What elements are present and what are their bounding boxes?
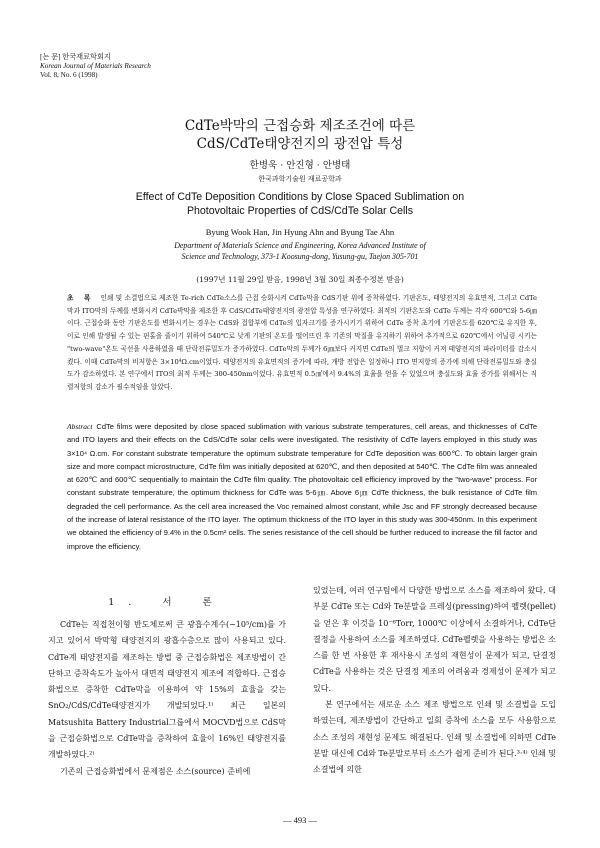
korean-title-line-1: CdTe박막의 근접승화 제조조건에 따른 [184,118,416,134]
english-title [0,190,600,218]
korean-abstract-text: 인쇄 및 소결법으로 제조한 Te-rich CdTe소스를 근접 승화시켜 CdTe막을 CdS기판 위에 증착하였다. 기판온도, 태양전지의 유효면적, 그리고 CdTe막과 ITO막의 두께를 변화시켜 CdTe박막을 제조한 후 CdS/CdTe태양전지의 광전압 특성을 연구하였다. 최적의 기판온도와 CdTe 두께는 각각 600℃와 5-6㎛이다. 근접승화 동안 기판온도를 변화시키는 경우는 CdS와 접합부에 CdTe의 입자크기를 증가시키기 위하여 CdTe 증착 초기에 기판온도를 620℃로 유지한 후, 이로 인해 발생될 수 있는 핀홀을 줄이기 위하여 540℃로 낮게 기판의 온도를 떨어뜨린 후 기존의 막질을 유지하기 위하여 추가적으로 620℃에서 어닐링 시키는 "two-wave"온도 곡선을 사용하였을 때 단락전류밀도가 증가하였다. CdTe막의 두께가 6㎛보다 커지면 CdTe의 벌크 저항이 커져 태양전지의 파라미터를 감소시켰다. 이때 CdTe막의 비저항은 3×10⁴Ω.cm이었다. 태양전지의 유효면적의 증가에 따라, 개방 전압은 일정하나 ITO 면저항의 증가에 의해 단락전류밀도와 충실도가 감소하였다. 본 연구에서 ITO의 최적 두께는 300-450nm이었다. 유효면적 0.5㎠에서 9.4%의 효율을 얻을 수 있었으며 충실도와 효율 증가를 위해서는 직렬저항의 감소가 필수적임을 알았다. [67,294,537,391]
section-heading-introduction: 1. 서 론 [108,597,226,608]
english-title-line-2: Photovoltaic Properties of CdS/CdTe Solar Cells [186,205,414,217]
journal-header-line-2: Korean Journal of Materials Research [40,62,151,70]
body-paragraph-2: 기존의 근접승화법에서 문제점은 소스(source) 준비에 [60,766,251,776]
korean-abstract [67,292,537,394]
journal-header-line-1: [논 문] 한국재료학회지 [40,53,111,61]
korean-abstract-label: 초 록 [67,294,95,302]
english-affiliation-line-2: Science and Technology, 373-1 Koosung-dong, Yusung-gu, Taejon 305-701 [181,252,419,261]
english-abstract-text: CdTe films were deposited by close spaced sublimation with various substrate temperatures, cell areas, and thicknesses of CdTe and ITO layers and their effects on the CdS/CdTe solar cells were investigated. The resistivity of CdTe layers employed in this study was 3×10⁴ Ω.cm. For constant substrate temperature the optimum substrate temperature for CdTe deposition was 600℃. To obtain larger grain size and more compact microstructure, CdTe film was initially deposited at 620℃, and then deposited at 540℃. The CdTe film was annealed at 620℃ and 600℃ sequentially to maintain the CdTe film quality. The photovoltaic cell efficiency improved by the "two-wave" process. For constant substrate temperature, the optimum thickness for CdTe was 5-6㎛. Above 6㎛ CdTe thickness, the bulk resistance of CdTe film degraded the cell performance. As the cell area increased the Voc remained almost constant, while Jsc and FF strongly decreased because of the increase of lateral resistance of the ITO layer. The optimum thickness of the ITO layer in this study was 300-450nm. In this experiment we obtained the efficiency of 9.4% in the 0.5cm² cells. The series resistance of the cell should be further reduced to increase the fill factor and improve the efficiency. [67,422,537,551]
korean-affiliation: 한국과학기술원 재료공학과 [258,175,342,183]
body-paragraph-1: CdTe는 직접천이형 반도체로써 큰 광흡수계수(~10⁵/cm)를 가지고 있어서 박막형 태양전지의 광흡수층으로 많이 사용되고 있다. CdTe계 태양전지를 제조하는 방법 중 근접승화법은 제조방법이 간단하고 증착속도가 높아서 대면적 태양전지 제조에 적합하다. 근접승화법으로 증착한 CdTe막을 이용하여 약 15%의 효율을 갖는 SnO₂/CdS/CdTe태양전지가 개발되었다.¹⁾ 최근 일본의 Matsushita Battery Industrial그룹에서 MOCVD법으로 CdS막을 근접승화법으로 CdTe막을 증착하여 효율이 16%인 태양전지를 개발하였다.²⁾ [48,620,286,760]
english-authors: Byung Wook Han, Jin Hyung Ahn and Byung Tae Ahn [205,227,395,237]
body-paragraph-2-continued: 있었는데, 여러 연구팀에서 다양한 방법으로 소스를 제조하여 왔다. 대부분 CdTe 또는 Cd와 Te분말을 프레싱(pressing)하여 펠렛(pellet)을 얻은 후 이것을 10⁻⁶Torr, 1000℃ 이상에서 소결하거나, CdTe단결정을 사용하여 소스를 제조하였다. CdTe펠렛을 사용하는 방법은 소스를 한 번 사용한 후 재사용시 조성의 재현성이 문제가 되고, 단결정 CdTe을 사용하는 것은 단결정 제조의 어려움과 경제성이 문제가 되고 있다. [313,586,556,693]
page-number: — 493 — [283,815,317,825]
korean-title [0,117,600,153]
english-title-line-1: Effect of CdTe Deposition Conditions by Close Spaced Sublimation on [135,191,465,203]
body-column-right [313,583,556,779]
journal-header-line-3: Vol. 8, No. 6 (1998) [40,71,98,79]
korean-authors: 한병욱 · 안진형 · 안병태 [249,160,351,171]
english-abstract [67,420,537,553]
body-paragraph-3: 본 연구에서는 새로운 소스 제조 방법으로 인쇄 및 소결법을 도입하였는데, 제조방법이 간단하고 일회 증착에 소스를 모두 사용함으로 소스 조성의 재현성 문제도 해결된다. 인쇄 및 소결법에 의하면 CdTe분말 대신에 Cd와 Te분말로부터 소스가 쉽게 준비가 된다.³·⁴⁾ 인쇄 및 소결법에 의한 [313,700,556,775]
body-column-left [48,595,286,780]
journal-header [40,53,151,80]
received-dates: (1997년 11월 29일 받음, 1998년 3월 30일 최종수정본 받음) [196,275,404,284]
korean-title-line-2: CdS/CdTe태양전지의 광전압 특성 [196,136,404,152]
english-affiliation-line-1: Department of Materials Science and Engineering, Korea Advanced Institute of [174,241,426,250]
english-affiliation [0,240,600,262]
english-abstract-label: Abstract [67,422,93,431]
